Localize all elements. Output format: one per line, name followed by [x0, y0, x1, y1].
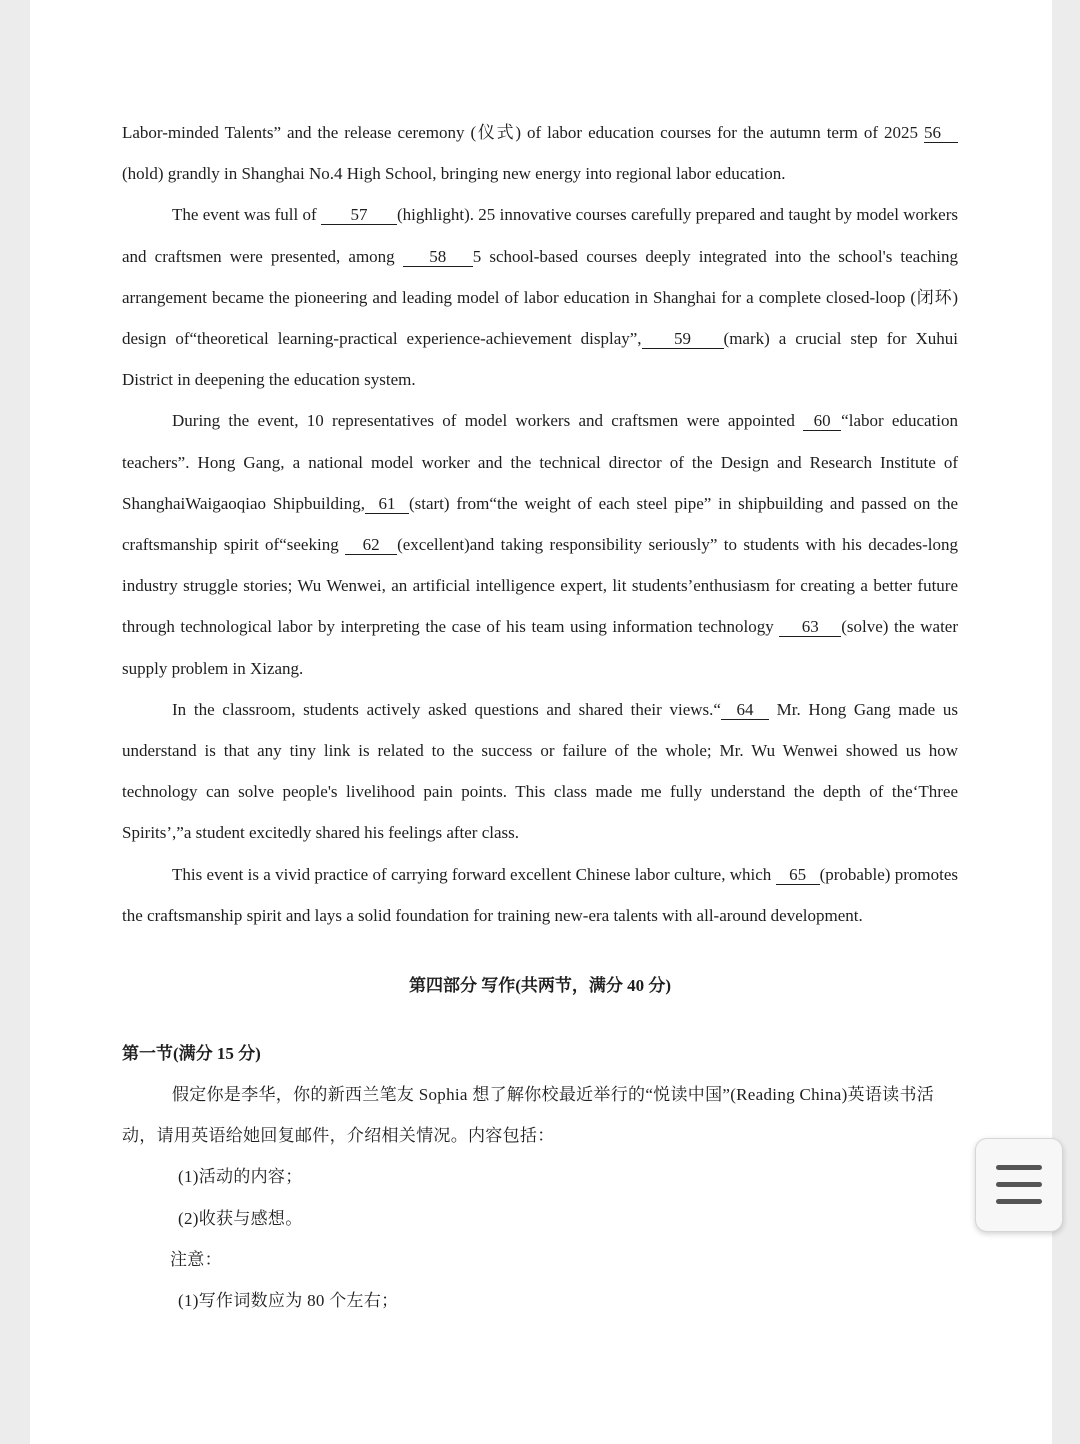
passage-text: (mark) a crucial step for Xuhui District in deepening the education system. — [122, 329, 958, 390]
menu-button[interactable] — [975, 1138, 1063, 1232]
blank-58: 58 — [403, 248, 473, 267]
prompt-item-1: (1)活动的内容； — [178, 1167, 303, 1187]
blank-56: 56 — [924, 124, 958, 143]
blank-61: 61 — [365, 495, 409, 514]
blank-63: 63 — [779, 618, 841, 637]
passage-text: (probable) promotes the craftsmanship spirit and lays a solid foundation for training new-era talents with all-around development. — [122, 864, 958, 925]
document-page — [30, 0, 1052, 1444]
passage-text: (start) from“the weight of each steel pipe” in shipbuilding and passed on the craftsmanship spirit of“seeking — [122, 493, 958, 555]
passage-text: In the classroom, students actively asked questions and shared their views.“ — [172, 699, 721, 719]
passage-text: (solve) the water supply problem in Xizang. — [122, 617, 958, 678]
prompt-item-2: (2)收获与感想。 — [178, 1208, 303, 1228]
blank-60: 60 — [803, 412, 841, 431]
passage-paragraph-2 — [122, 194, 958, 400]
section-title: 第四部分 写作(共两节，满分 40 分) — [408, 976, 672, 996]
passage-paragraph-5 — [122, 854, 958, 936]
passage-text: The event was full of — [172, 205, 322, 225]
document-content — [122, 112, 958, 1321]
passage-paragraph-4 — [122, 689, 958, 854]
passage-text: Labor-minded Talents” and the release ceremony (仪式) of labor education courses for the autumn term of 2025 — [122, 123, 924, 142]
passage-text: 5 school-based courses deeply integrated into the school's teaching arrangement became the pioneering and leading model of labor education in Shanghai for a complete closed-loop (闭环) design of“theoretical learning-practical experience-achievement display”, — [122, 246, 958, 349]
passage-text: (excellent)and taking responsibility seriously” to students with his decades-long industry struggle stories; Wu Wenwei, an artificial intelligence expert, lit students’enthusiasm for creating a better future through technological labor by interpreting the case of his team using information technology — [122, 535, 958, 637]
writing-prompt: 假定你是李华，你的新西兰笔友 Sophia 想了解你校最近举行的“悦读中国”(Reading China)英语读书活动，请用英语给她回复邮件，介绍相关情况。内容包括： — [122, 1085, 935, 1146]
passage-text: (hold) grandly in Shanghai No.4 High School, bringing new energy into regional labor education. — [122, 164, 786, 184]
passage-paragraph-3 — [122, 400, 958, 688]
blank-65: 65 — [776, 866, 820, 885]
passage-text: This event is a vivid practice of carrying forward excellent Chinese labor culture, which — [172, 864, 776, 884]
sub-section-title: 第一节(满分 15 分) — [122, 1044, 261, 1064]
blank-62: 62 — [345, 536, 397, 555]
passage-text: (highlight). 25 innovative courses carefully prepared and taught by model workers and craftsmen were presented, among — [122, 205, 958, 266]
blank-64: 64 — [721, 701, 769, 720]
note-item-1: (1)写作词数应为 80 个左右； — [178, 1291, 399, 1311]
blank-59: 59 — [642, 330, 724, 349]
passage-text: Mr. Hong Gang made us understand is that any tiny link is related to the success or failure of the whole; Mr. Wu Wenwei showed us how technology can solve people's livelihood pain points. This class made me fully understand the depth of the‘Three Spirits’,”a student excitedly shared his feelings after class. — [122, 699, 958, 843]
blank-57: 57 — [321, 206, 397, 225]
note-label: 注意： — [170, 1249, 222, 1269]
passage-paragraph-1 — [122, 112, 958, 194]
passage-text: During the event, 10 representatives of model workers and craftsmen were appointed — [172, 411, 804, 431]
passage-text: “labor education teachers”. Hong Gang, a national model worker and the technical director of the Design and Research Institute of ShanghaiWaigaoqiao Shipbuilding, — [122, 411, 958, 513]
